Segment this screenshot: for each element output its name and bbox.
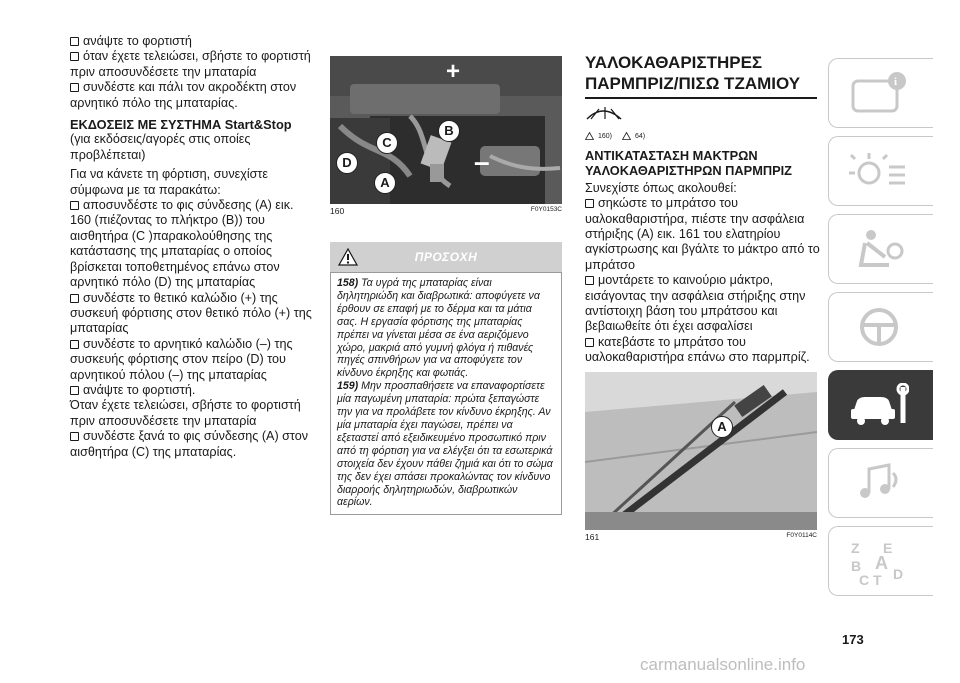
tab-multimedia[interactable] [828,448,933,518]
checkbox-bullet-icon [70,37,79,46]
checkbox-bullet-icon [70,294,79,303]
callout-a-161-text: A [717,418,727,434]
intro-text: Συνεχίστε όπως ακολουθεί: [585,180,737,195]
bullet-text: συνδέστε το αρνητικό καλώδιο (–) της συσκευής φόρτισης στον πείρο (D) του αρνητικού πόλου (–) της μπαταρίας [70,336,293,382]
left-column [70,34,315,460]
intro-text: Για να κάνετε τη φόρτιση, συνεχίστε σύμφωνα με τα παρακάτω: [70,167,268,197]
checkbox-bullet-icon [70,432,79,441]
note-text: Μην προσπαθήσετε να επαναφορτίσετε μία παγωμένη μπαταρία: πρώτα ξεπαγώστε την για να προλάβετε τον κίνδυνο έκρηξης. Αν μία μπαταρία έχει παγώσει, πρέπει να εξεταστεί από εξειδικευμένο προσωπικό πριν από τη φόρτιση για να ελέγξει ότι τα εσωτερικά στοιχεία δεν έχουν πάθει ζημιά και ότι το σώμα της δεν έχει σπάσει προκαλώντας τον κίνδυνο διαρροής δηλητηριωδών, διαβρωτικών αερίων. [337,380,553,509]
figure-161-wiper [585,372,817,530]
index-letter-a: A [875,553,888,573]
tab-maintenance[interactable] [828,370,933,440]
index-letter-b: B [851,558,862,574]
callout-a-text: A [380,175,390,190]
warning-note [337,380,555,509]
warning-small-icon [585,132,594,140]
bullet-text: συνδέστε και πάλι τον ακροδέκτη στον αρνητικό πόλο της μπαταρίας. [70,80,297,110]
bullet-text: μοντάρετε το καινούριο μάκτρο, εισάγοντας την ασφάλεια στήριξης στην αντίστοιχη βάση του μπράτσου και βεβαιωθείτε ότι έχει ασφαλίσει [585,273,806,334]
figure-code: F0Y0114C [786,531,817,539]
bullet-item [70,429,315,460]
figure-160-caption [330,206,562,216]
page-number: 173 [842,632,864,647]
tab-index[interactable] [828,526,933,596]
minus-terminal-label: – [474,146,490,177]
dashboard-icon [849,71,909,115]
warning-box [330,272,562,515]
figure-161-caption [585,532,817,542]
figure-number: 161 [585,531,600,542]
wiper-illustration [585,372,817,530]
index-letter-c: C [859,572,870,587]
ref-2: 64) [635,132,646,140]
ref-1: 160) [598,132,613,140]
checkbox-bullet-icon [585,338,594,347]
note-text: Τα υγρά της μπαταρίας είναι δηλητηριώδη και διαβρωτικά: αποφύγετε να έρθουν σε επαφή με το δέρμα και τα μάτια σας. Η εργασία φόρτισης της μπαταρίας πρέπει να γίνεται μέσα σε ένα αεριζόμενο χώρο, μακριά από γυμνή φλόγα ή πιθανές πηγές σπινθήρων για να αποφύγετε τον κίνδυνο έκρηξης και φωτιάς. [337,277,540,380]
callout-a [374,172,396,194]
index-letter-e: E [883,540,893,556]
figure-160-battery [330,56,562,204]
checkbox-bullet-icon [585,199,594,208]
callout-b [438,120,460,142]
bullet-text: σηκώστε το μπράτσο του υαλοκαθαριστήρα, πιέστε την ασφάλεια στήριξης (A) εικ. 161 του ελατηρίου αγκίστρωσης και βγάλτε το μάκτρο από το μπράτσο [585,196,820,272]
callout-d [336,152,358,174]
section-title: ΥΑΛΟΚΑΘΑΡΙΣΤΗΡΕΣ ΠΑΡΜΠΡΙΖ/ΠΙΣΩ ΤΖΑΜΙΟΥ [585,53,801,93]
checkbox-bullet-icon [70,83,79,92]
bullet-item [70,337,315,383]
bullet-text: όταν έχετε τελειώσει, σβήστε το φορτιστή πριν αποσυνδέσετε την μπαταρία [70,49,311,79]
icon-row [585,105,820,128]
title-underline [585,97,817,99]
wiper-icon [585,105,625,123]
music-icon [849,461,909,505]
tab-driving[interactable] [828,292,933,362]
figure-number: 160 [330,206,345,216]
checkbox-bullet-icon [70,201,79,210]
bullet-item [585,335,820,366]
section-heading: ΕΚΔΟΣΕΙΣ ΜΕ ΣΥΣΤΗΜΑ Start&Stop [70,117,292,133]
index-letter-t: T [873,572,882,587]
warning-note [337,277,555,380]
chapter-tabs [828,58,933,604]
bullet-text: ανάψτε το φορτιστή [83,34,192,48]
checkbox-bullet-icon [70,386,79,395]
checkbox-bullet-icon [585,276,594,285]
callout-b-text: B [444,123,454,138]
bullet-item [70,49,315,80]
heading-subtitle: (για εκδόσεις/αγορές στις οποίες προβλέπεται) [70,132,251,162]
bullet-text: κατεβάστε το μπράτσο του υαλοκαθαριστήρα επάνω στο παρμπρίζ. [585,334,810,365]
note-number: 159) [337,380,359,393]
checkbox-bullet-icon [70,340,79,349]
bullet-item [70,34,315,49]
lights-icon [849,149,909,193]
seat-safety-icon [849,227,909,271]
warning-header [330,242,562,272]
bullet-text: ανάψτε το φορτιστή. [83,382,196,397]
warning-title: ΠΡΟΣΟΧΗ [414,250,478,264]
note-number: 158) [337,277,359,289]
caution-small-icon [622,132,631,140]
steps-list [585,196,820,365]
callout-c [376,132,398,154]
callout-c-text: C [382,135,392,150]
tab-safety[interactable] [828,214,933,284]
index-letter-z: Z [851,540,860,556]
bullet-item [70,80,315,111]
middle-column [330,56,562,515]
index-letter-d: D [893,566,904,582]
watermark: carmanualsonline.info [640,655,806,674]
steering-wheel-icon [849,305,909,349]
right-column [585,52,820,542]
svg-text:i: i [894,76,898,88]
subsection-heading: ΑΝΤΙΚΑΤΑΣΤΑΣΗ ΜΑΚΤΡΩΝ ΥΑΛΟΚΑΘΑΡΙΣΤΗΡΩΝ ΠΑΡΜΠΡΙΖ [585,148,792,179]
alphabet-index-icon [849,539,909,587]
tab-lights[interactable] [828,136,933,206]
references [585,132,820,140]
bullet-text: αποσυνδέστε το φις σύνδεσης (A) εικ. 160 (πιέζοντας το πλήκτρο (B)) του αισθητήρα (C )παρακολούθησης της κατάστασης της μπαταρίας ο οποίος βρίσκεται τοποθετημένος επάνω στον αρνητικό πόλο (D) της μπαταρίας [70,198,294,290]
checkbox-bullet-icon [70,52,79,61]
bullet-item [585,273,820,335]
paragraph: Όταν έχετε τελειώσει, σβήστε το φορτιστή πριν αποσυνδέσετε την μπαταρία [70,398,301,428]
car-wrench-icon [849,383,909,427]
bullet-item [585,196,820,273]
bullet-text: συνδέστε ξανά το φις σύνδεσης (A) στον αισθητήρα (C) της μπαταρίας. [70,429,309,459]
bullet-text: συνδέστε το θετικό καλώδιο (+) της συσκευή φόρτισης στον θετικό πόλο (+) της μπαταρίας [70,290,312,336]
bullet-item [70,198,315,290]
figure-code: F0Y0153C [530,206,562,213]
bullet-item [70,291,315,337]
callout-d-text: D [342,155,352,170]
callout-a-161 [711,416,733,438]
tab-dashboard[interactable] [828,58,933,128]
bullet-item [70,383,315,398]
plus-terminal-label: + [446,58,461,85]
